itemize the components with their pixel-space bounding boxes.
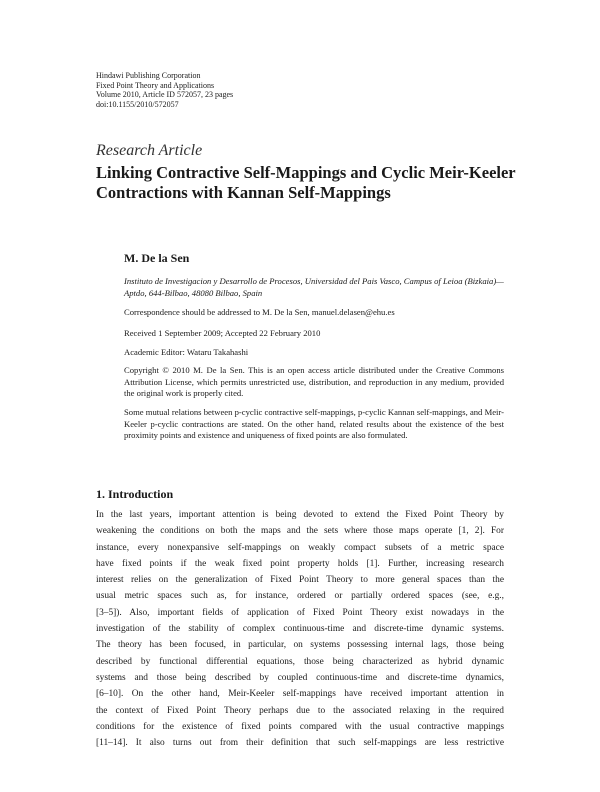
- paragraph-line: investigation of the stability of complex continuous-time and discrete-time dynamic systems.: [96, 624, 504, 635]
- paragraph-line: interest relies on the generalization of Fixed Point Theory to more general spaces than the: [96, 575, 504, 586]
- journal-line: Fixed Point Theory and Applications: [96, 80, 215, 90]
- volume-line: Volume 2010, Article ID 572057, 23 pages: [96, 90, 234, 100]
- paragraph-line: instance, every nonexpansive self-mappings on weakly compact subsets of a metric space: [96, 542, 504, 553]
- paragraph-line: conditions for the existence of fixed points compared with the usual contractive mappings: [96, 721, 504, 732]
- paragraph-line: described by functional differential equations, those being characterized as hybrid dynamic: [96, 656, 504, 667]
- abstract: Some mutual relations between p-cyclic contractive self-mappings, p-cyclic Kannan self-mappings, and Meir-Keeler p-cyclic contractions are stated. On the other hand, related results about the existence of the best proximity points and existence and uniqueness of fixed points are also formulated.: [124, 407, 504, 440]
- academic-editor: Academic Editor: Wataru Takahashi: [124, 347, 249, 357]
- paragraph-line: the context of Fixed Point Theory perhaps due to the associated relaxing in the required: [96, 705, 504, 716]
- paragraph-line: weakening the conditions on both the maps and the sets where those maps operate [1, 2]. For: [96, 526, 504, 537]
- introduction-paragraph: [96, 507, 504, 751]
- article-kind: Research Article: [96, 142, 203, 159]
- paragraph-line: have fixed points if the weak fixed point property holds [1]. Further, increasing research: [96, 558, 504, 569]
- author-name: M. De la Sen: [124, 251, 190, 265]
- article-title: [96, 163, 516, 202]
- article-title-text: Linking Contractive Self-Mappings and Cyclic Meir-Keeler Contractions with Kannan Self-Mappings: [96, 163, 516, 202]
- copyright-notice: Copyright © 2010 M. De la Sen. This is an open access article distributed under the Creative Commons Attribution License, which permits unrestricted use, distribution, and reproduction in any medium, provided the original work is properly cited.: [124, 365, 504, 398]
- correspondence: Correspondence should be addressed to M. De la Sen, manuel.delasen@ehu.es: [124, 307, 395, 317]
- publisher-line: Hindawi Publishing Corporation: [96, 71, 201, 80]
- paragraph-line: [11–14]. It also turns out from their definition that such self-mappings are less restrictive: [96, 738, 504, 749]
- paragraph-line: usual metric spaces such as, for instance, ordered or partially ordered spaces (see, e.g.,: [96, 591, 504, 602]
- received-accepted-dates: Received 1 September 2009; Accepted 22 February 2010: [124, 328, 321, 338]
- paragraph-line: [3–5]). Also, important fields of application of Fixed Point Theory exist nowadays in the: [96, 607, 504, 618]
- affiliation: Instituto de Investigacion y Desarrollo de Procesos, Universidad del Pais Vasco, Campus of Leioa (Bizkaia)—Aptdo, 644-Bilbao, 48080 Bilbao, Spain: [124, 276, 504, 298]
- paragraph-line: The theory has been focused, in particular, on systems possessing internal lags, those being: [96, 640, 504, 651]
- paragraph-line: In the last years, important attention is being devoted to extend the Fixed Point Theory by: [96, 510, 504, 520]
- doi-line: doi:10.1155/2010/572057: [96, 99, 179, 109]
- paragraph-line: [6–10]. On the other hand, Meir-Keeler self-mappings have received important attention in: [96, 689, 504, 700]
- paragraph-line: systems and those being described by coupled continuous-time and discrete-time dynamics,: [96, 672, 504, 683]
- section-title: 1. Introduction: [96, 487, 174, 501]
- journal-header: [96, 71, 233, 109]
